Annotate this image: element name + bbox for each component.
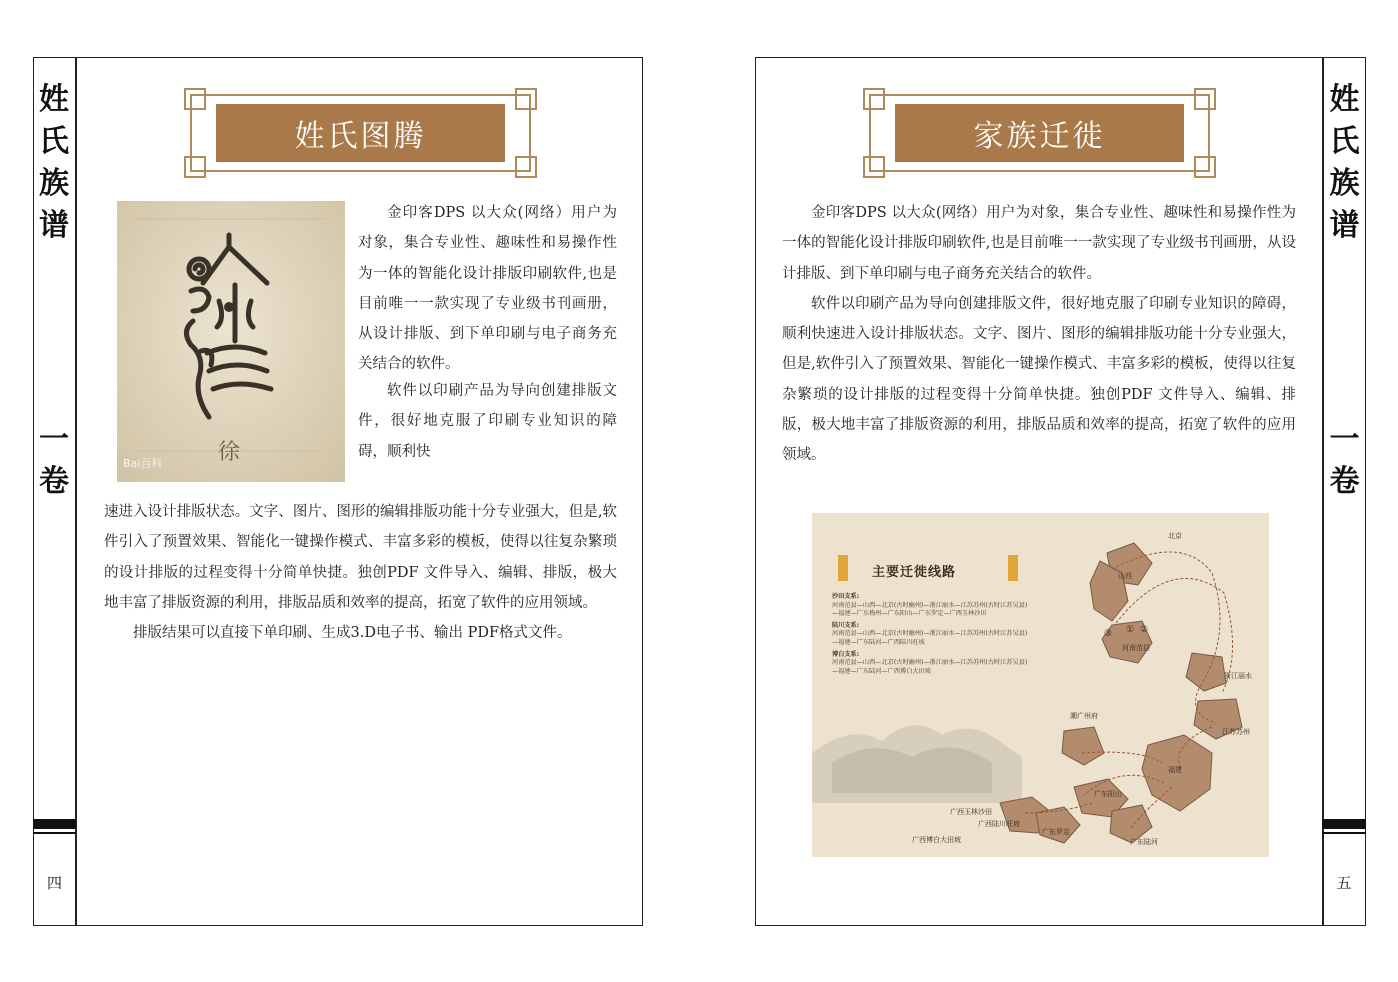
left-black-band [33,819,76,829]
map-branch-name: 博白支系: [832,650,860,658]
volume-char: 一 [1329,422,1360,457]
left-body-text-narrow [358,198,617,380]
banner-center [895,104,1184,162]
map-branch-route: 河南范县—山西—北京(古时幽州)—浙江丽水—江苏苏州(古时江苏吴县)—福建—广东陆河—广西陆川旺坡 [832,630,1028,646]
map-branch [832,593,1032,619]
left-body-text-wide [104,497,617,618]
left-title-banner [190,94,531,172]
side-title-char: 氏 [39,124,69,159]
map-branch-list [832,593,1032,676]
side-title-char: 氏 [1329,124,1360,159]
right-paragraph-1: 金印客DPS 以大众(网络）用户为对象，集合专业性、趣味性和易操作性为一体的智能化设计排版印刷软件,也是目前唯一一款实现了专业级书刊画册，从设计排版、到下单印刷与电子商务充关结合的软件。 [782,205,1296,282]
right-side-title [1323,79,1366,247]
left-body-text-last [104,618,617,648]
migration-map [812,513,1269,857]
totem-image [117,201,345,482]
banner-title: 姓氏图腾 [294,119,427,154]
side-title-char: 谱 [1329,208,1360,243]
place-label: 福建 [1168,766,1182,774]
circled-number: ① [1126,625,1135,635]
place-label: 河南范县 [1122,644,1150,652]
left-paragraph-2-tail: 速进入设计排版状态。文字、图片、图形的编辑排版功能十分专业强大，但是,软件引入了预置效果、智能化一键操作模式、丰富多彩的模板，使得以往复杂繁琐的设计排版的过程变得十分简单快捷。独创PDF 文件导入、编辑、排版，极大地丰富了排版资源的利用，排版品质和效率的提高，拓宽了软件的应用领域。 [104,504,617,611]
right-side-column [1323,57,1366,926]
place-label: 广西陆川旺坡 [978,820,1020,828]
volume-char: 一 [39,422,69,457]
volume-char: 卷 [39,464,69,499]
right-title-banner [869,94,1210,172]
place-label: 山西 [1118,572,1132,580]
place-label: 广东陆河 [1130,838,1158,846]
side-title-char: 姓 [39,82,69,117]
right-paragraph-2: 软件以印刷产品为导向创建排版文件，很好地克服了印刷专业知识的障碍，顺利快速进入设计排版状态。文字、图片、图形的编辑排版功能十分专业强大，但是,软件引入了预置效果、智能化一键操作模式、丰富多彩的模板，使得以往复杂繁琐的设计排版的过程变得十分简单快捷。独创PDF 文件导入、编辑、排版，极大地丰富了排版资源的利用，排版品质和效率的提高，拓宽了软件的应用领域。 [782,295,1296,464]
banner-corner-ornament [863,156,885,178]
banner-center [216,104,505,162]
totem-watermark: Bai百科 [123,457,163,470]
left-paragraph-3: 排版结果可以直接下单印刷、生成3.D电子书、输出 PDF格式文件。 [133,625,572,641]
volume-char: 卷 [1329,464,1360,499]
side-title-char: 族 [1329,166,1360,201]
totem-caption: 徐 [217,440,241,465]
banner-corner-ornament [515,88,537,110]
banner-corner-ornament [863,88,885,110]
left-black-line [33,832,76,834]
map-branch-name: 陆川支系: [832,621,860,629]
side-title-char: 姓 [1329,82,1360,117]
right-page-number: 五 [1336,874,1352,892]
map-branch [832,651,1032,677]
left-paragraph-2 [358,376,617,497]
left-body-text-wrap [358,376,617,497]
left-paragraph-2-start: 软件以印刷产品为导向创建排版文件，很好地克服了印刷专业知识的障碍，顺利快 [358,383,617,460]
place-label: 广西玉林沙田 [950,808,992,816]
banner-corner-ornament [1194,88,1216,110]
side-title-char: 族 [39,166,69,201]
place-label: 北京 [1168,532,1182,540]
circled-number: ② [1140,625,1149,635]
place-label: 广东罗定 [1042,828,1070,836]
banner-title: 家族迁徙 [973,119,1106,154]
left-volume-label [33,419,75,503]
left-paragraph-1: 金印客DPS 以大众(网络）用户为对象，集合专业性、趣味性和易操作性为一体的智能化设计排版印刷软件,也是目前唯一一款实现了专业级书刊画册，从设计排版、到下单印刷与电子商务充关结合的软件。 [358,205,617,373]
map-branch [832,622,1032,648]
map-branch-name: 沙田支系: [832,593,860,600]
left-paragraph-2-continued [104,497,617,618]
place-label: 浙江丽水 [1224,672,1252,680]
totem-glyph [117,201,345,482]
map-branch-route: 河南范县—山西—北京(古时幽州)—浙江丽水—江苏苏州(古时江苏吴县)—福建—广东陆河—广西博白大田坡 [832,659,1028,675]
place-label: 江苏苏州 [1222,728,1250,736]
right-volume-label [1323,419,1366,503]
right-black-band [1322,819,1366,829]
place-label: 潮广州府 [1070,712,1098,720]
banner-corner-ornament [184,88,206,110]
left-side-column-divider [75,57,77,926]
left-side-column [33,57,75,926]
map-branch-route: 河南范县—山西—北京(古时幽州)—浙江丽水—江苏苏州(古时江苏吴县)—福建—广东梅州—广东阳山—广东罗定—广西玉林沙田 [832,601,1028,618]
banner-corner-ornament [184,156,206,178]
left-page-number: 四 [46,874,62,892]
right-black-line [1322,832,1366,834]
side-title-char: 谱 [39,208,69,243]
right-body-text [782,198,1296,471]
left-side-title [33,79,75,247]
place-label: 广东阳山 [1094,790,1122,798]
map-title: 主要迁徙线路 [872,565,957,580]
banner-corner-ornament [1194,156,1216,178]
circled-number: ③ [1104,629,1113,639]
place-label: 广西博白大田坡 [912,836,961,844]
banner-corner-ornament [515,156,537,178]
